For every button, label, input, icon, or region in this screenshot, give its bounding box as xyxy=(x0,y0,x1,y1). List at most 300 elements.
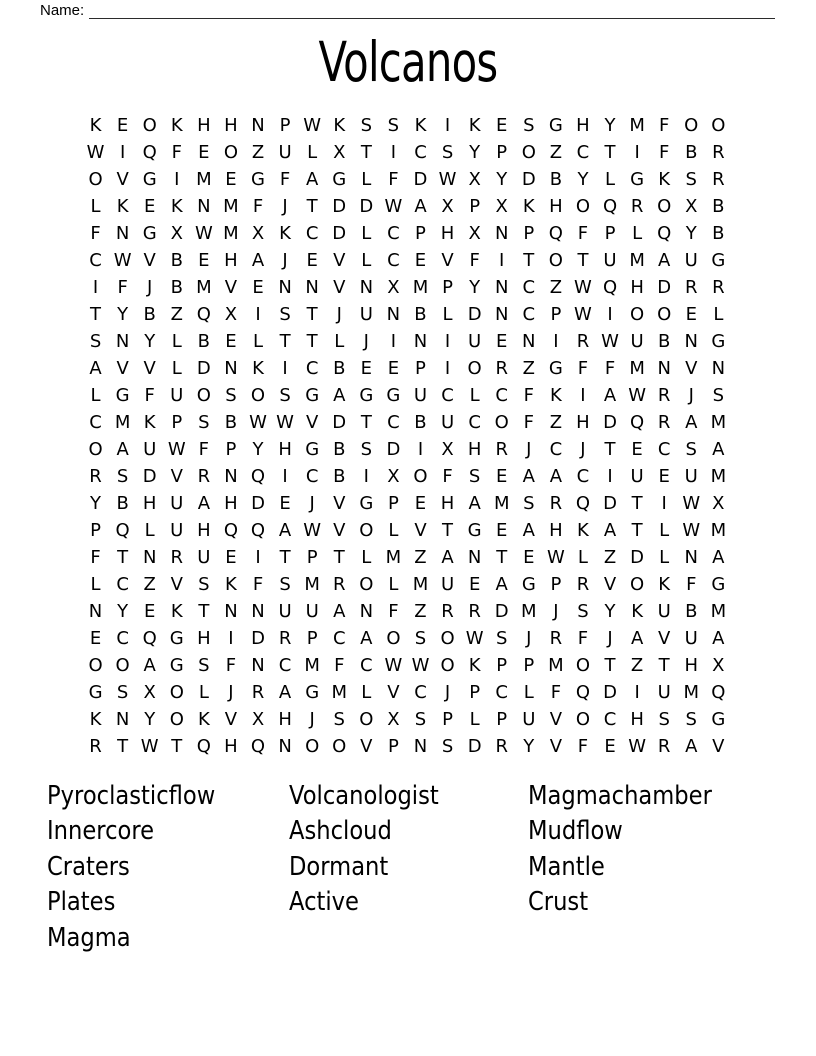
grid-letter: K xyxy=(197,709,210,730)
grid-letter: W xyxy=(384,655,403,676)
grid-letter: V xyxy=(712,736,725,757)
grid-letter: X xyxy=(251,223,265,244)
grid-letter: B xyxy=(333,466,346,487)
grid-letter: Y xyxy=(144,331,156,352)
grid-letter: E xyxy=(496,520,508,541)
grid-letter: Q xyxy=(250,520,266,541)
grid-letter: Q xyxy=(711,682,726,703)
grid-letter: M xyxy=(304,655,320,676)
grid-letter: J xyxy=(526,439,532,460)
grid-letter: I xyxy=(634,682,640,703)
grid-letter: C xyxy=(116,628,129,649)
grid-letter: E xyxy=(198,142,210,163)
grid-letter: G xyxy=(548,115,563,136)
grid-letter: U xyxy=(468,331,482,352)
grid-letter: K xyxy=(89,115,102,136)
grid-letter: Q xyxy=(223,520,239,541)
grid-letter: H xyxy=(224,493,238,514)
grid-letter: C xyxy=(576,466,590,487)
grid-letter: W xyxy=(628,736,646,757)
grid-letter: T xyxy=(631,520,643,541)
grid-letter: N xyxy=(413,736,428,757)
grid-letter: C xyxy=(387,412,400,433)
grid-letter: F xyxy=(577,223,589,244)
grid-letter: X xyxy=(468,223,481,244)
grid-letter: C xyxy=(522,277,536,298)
grid-letter: H xyxy=(224,736,238,757)
grid-letter: S xyxy=(468,466,481,487)
grid-letter: N xyxy=(278,736,292,757)
grid-letter: N xyxy=(251,601,265,622)
grid-letter: A xyxy=(712,547,725,568)
grid-letter: A xyxy=(197,493,211,514)
grid-letter: I xyxy=(390,331,397,352)
grid-letter: D xyxy=(386,439,401,460)
grid-letter: V xyxy=(360,736,373,757)
grid-letter: K xyxy=(252,358,264,379)
grid-letter: G xyxy=(251,169,265,190)
grid-letter: K xyxy=(549,385,562,406)
grid-letter: W xyxy=(140,736,159,757)
grid-row xyxy=(82,679,732,706)
grid-letter: E xyxy=(604,736,616,757)
word-list xyxy=(47,779,777,956)
grid-letter: A xyxy=(306,169,319,190)
grid-letter: O xyxy=(630,304,645,325)
grid-letter: I xyxy=(417,439,424,460)
grid-letter: B xyxy=(658,331,671,352)
grid-letter: H xyxy=(197,520,211,541)
grid-letter: T xyxy=(306,196,318,217)
grid-letter: L xyxy=(361,169,372,190)
grid-letter: U xyxy=(197,547,211,568)
grid-letter: M xyxy=(196,169,212,190)
grid-letter: T xyxy=(604,655,616,676)
grid-letter: R xyxy=(89,736,102,757)
grid-letter: L xyxy=(388,520,399,541)
grid-letter: X xyxy=(495,196,508,217)
grid-letter: D xyxy=(196,358,211,379)
grid-letter: H xyxy=(224,250,238,271)
grid-letter: Y xyxy=(604,115,616,136)
grid-letter: K xyxy=(658,574,671,595)
grid-letter: A xyxy=(333,385,346,406)
grid-letter: T xyxy=(198,601,210,622)
grid-letter: N xyxy=(88,601,103,622)
grid-letter: C xyxy=(305,358,319,379)
grid-letter: T xyxy=(658,655,670,676)
grid-letter: P xyxy=(496,709,508,730)
grid-letter: T xyxy=(523,250,535,271)
grid-letter: U xyxy=(359,304,373,325)
grid-letter: A xyxy=(522,466,535,487)
grid-letter: M xyxy=(223,223,239,244)
grid-letter: K xyxy=(577,520,589,541)
grid-row xyxy=(82,625,732,652)
grid-letter: E xyxy=(414,493,427,514)
grid-letter: O xyxy=(88,169,103,190)
grid-letter: H xyxy=(440,223,455,244)
grid-letter: O xyxy=(575,655,591,676)
grid-letter: A xyxy=(414,196,427,217)
grid-letter: W xyxy=(113,250,132,271)
grid-letter: N xyxy=(494,304,509,325)
grid-letter: R xyxy=(685,277,698,298)
grid-letter: T xyxy=(631,493,643,514)
grid-letter: N xyxy=(711,358,726,379)
grid-letter: W xyxy=(465,628,484,649)
grid-letter: A xyxy=(603,520,617,541)
grid-letter: J xyxy=(228,682,234,703)
grid-letter: C xyxy=(576,142,590,163)
word-item: Plates xyxy=(47,887,116,918)
grid-letter: V xyxy=(549,709,563,730)
grid-letter: E xyxy=(360,358,372,379)
grid-letter: U xyxy=(657,682,671,703)
grid-letter: L xyxy=(388,574,399,595)
grid-letter: V xyxy=(549,736,563,757)
grid-letter: G xyxy=(88,682,103,703)
grid-letter: H xyxy=(684,655,699,676)
grid-letter: W xyxy=(249,412,267,433)
grid-letter: X xyxy=(333,142,346,163)
grid-letter: F xyxy=(577,736,589,757)
grid-letter: G xyxy=(548,358,563,379)
grid-letter: L xyxy=(307,142,318,163)
grid-letter: W xyxy=(682,493,701,514)
grid-letter: V xyxy=(143,250,156,271)
grid-letter: V xyxy=(170,466,183,487)
grid-letter: O xyxy=(142,115,157,136)
grid-letter: E xyxy=(685,304,697,325)
grid-letter: H xyxy=(224,115,238,136)
grid-letter: L xyxy=(361,547,372,568)
grid-letter: I xyxy=(390,142,397,163)
grid-letter: L xyxy=(632,223,643,244)
grid-letter: X xyxy=(387,277,400,298)
grid-letter: X xyxy=(441,196,454,217)
grid-letter: X xyxy=(387,709,400,730)
grid-letter: A xyxy=(333,601,346,622)
grid-letter: O xyxy=(657,196,672,217)
grid-letter: G xyxy=(169,628,184,649)
grid-letter: S xyxy=(523,493,535,514)
grid-letter: R xyxy=(468,601,481,622)
grid-letter: F xyxy=(659,142,670,163)
word-item: Mudflow xyxy=(528,816,623,847)
grid-letter: P xyxy=(550,304,562,325)
grid-letter: A xyxy=(712,439,725,460)
grid-letter: C xyxy=(468,412,481,433)
word-list-column xyxy=(289,779,528,921)
grid-letter: I xyxy=(119,142,126,163)
grid-letter: A xyxy=(522,520,535,541)
grid-letter: F xyxy=(388,601,399,622)
grid-letter: V xyxy=(143,358,156,379)
grid-letter: I xyxy=(174,169,180,190)
grid-letter: F xyxy=(577,628,589,649)
grid-letter: K xyxy=(225,574,237,595)
grid-letter: D xyxy=(142,466,157,487)
grid-letter: C xyxy=(360,655,373,676)
grid-letter: W xyxy=(276,412,294,433)
grid-letter: V xyxy=(224,709,238,730)
grid-letter: T xyxy=(279,331,291,352)
grid-letter: F xyxy=(252,196,264,217)
grid-letter: P xyxy=(415,358,426,379)
grid-letter: N xyxy=(251,115,265,136)
grid-letter: C xyxy=(495,682,508,703)
grid-letter: N xyxy=(684,547,698,568)
grid-letter: P xyxy=(225,439,237,460)
grid-letter: S xyxy=(333,709,345,730)
grid-row xyxy=(82,598,732,625)
grid-letter: S xyxy=(116,682,129,703)
word-item: Dormant xyxy=(289,851,389,882)
grid-letter: A xyxy=(89,358,102,379)
grid-letter: L xyxy=(469,709,480,730)
grid-letter: H xyxy=(197,115,211,136)
grid-letter: U xyxy=(278,142,292,163)
grid-letter: D xyxy=(657,277,672,298)
grid-letter: V xyxy=(603,574,617,595)
grid-letter: Y xyxy=(252,439,264,460)
grid-letter: L xyxy=(605,169,616,190)
grid-letter: G xyxy=(142,223,157,244)
grid-letter: R xyxy=(657,385,671,406)
grid-letter: B xyxy=(116,493,129,514)
grid-letter: H xyxy=(576,115,590,136)
grid-row xyxy=(82,301,732,328)
grid-letter: O xyxy=(359,709,374,730)
grid-letter: S xyxy=(360,439,373,460)
grid-letter: E xyxy=(414,250,427,271)
grid-letter: Z xyxy=(630,655,644,676)
grid-letter: W xyxy=(546,547,565,568)
grid-letter: Q xyxy=(250,736,266,757)
grid-letter: F xyxy=(550,682,562,703)
grid-letter: O xyxy=(196,385,211,406)
grid-letter: S xyxy=(279,304,291,325)
grid-letter: F xyxy=(442,466,453,487)
grid-letter: L xyxy=(361,682,372,703)
grid-letter: C xyxy=(305,223,319,244)
grid-letter: I xyxy=(553,331,559,352)
grid-letter: M xyxy=(223,196,239,217)
grid-letter: S xyxy=(685,169,697,190)
grid-letter: W xyxy=(167,439,186,460)
grid-letter: X xyxy=(143,682,156,703)
grid-letter: K xyxy=(414,115,427,136)
grid-letter: U xyxy=(657,601,671,622)
grid-letter: M xyxy=(683,682,700,703)
grid-letter: L xyxy=(198,682,209,703)
grid-letter: N xyxy=(494,277,509,298)
grid-letter: P xyxy=(550,574,562,595)
grid-letter: F xyxy=(90,223,101,244)
grid-letter: V xyxy=(685,358,698,379)
grid-letter: W xyxy=(574,304,592,325)
grid-letter: F xyxy=(144,385,155,406)
grid-letter: J xyxy=(607,628,613,649)
grid-letter: B xyxy=(549,169,563,190)
grid-letter: C xyxy=(332,628,346,649)
grid-letter: L xyxy=(90,385,101,406)
grid-letter: V xyxy=(414,520,427,541)
grid-letter: F xyxy=(279,169,291,190)
grid-letter: Q xyxy=(602,277,618,298)
grid-letter: F xyxy=(388,169,399,190)
grid-letter: W xyxy=(438,169,457,190)
grid-letter: H xyxy=(278,709,292,730)
grid-letter: Z xyxy=(549,277,563,298)
grid-letter: C xyxy=(387,250,400,271)
grid-letter: I xyxy=(634,142,640,163)
grid-letter: U xyxy=(143,439,157,460)
grid-letter: D xyxy=(494,601,509,622)
grid-letter: A xyxy=(549,466,563,487)
grid-letter: D xyxy=(467,736,482,757)
grid-letter: Q xyxy=(196,736,211,757)
grid-letter: P xyxy=(523,223,535,244)
grid-letter: B xyxy=(685,601,698,622)
grid-row xyxy=(82,247,732,274)
grid-letter: I xyxy=(661,493,667,514)
grid-letter: D xyxy=(603,682,617,703)
grid-letter: I xyxy=(499,250,505,271)
grid-letter: B xyxy=(712,196,725,217)
grid-letter: J xyxy=(147,277,153,298)
grid-letter: P xyxy=(523,655,535,676)
word-item: Craters xyxy=(47,851,130,882)
grid-letter: G xyxy=(711,574,726,595)
grid-letter: X xyxy=(468,169,481,190)
grid-letter: N xyxy=(115,709,130,730)
grid-letter: P xyxy=(415,223,426,244)
grid-letter: C xyxy=(305,466,319,487)
grid-letter: A xyxy=(251,250,265,271)
grid-letter: O xyxy=(657,304,672,325)
grid-letter: R xyxy=(576,331,590,352)
grid-letter: C xyxy=(414,142,427,163)
grid-letter: A xyxy=(468,493,481,514)
word-item: Pyroclasticflow xyxy=(47,781,216,811)
grid-letter: B xyxy=(685,142,698,163)
grid-letter: O xyxy=(359,574,374,595)
grid-letter: J xyxy=(526,628,532,649)
grid-letter: A xyxy=(630,628,644,649)
grid-letter: T xyxy=(360,412,372,433)
grid-letter: S xyxy=(685,439,697,460)
grid-letter: H xyxy=(549,520,563,541)
grid-letter: T xyxy=(496,547,508,568)
grid-letter: O xyxy=(440,655,455,676)
grid-letter: K xyxy=(279,223,291,244)
grid-letter: Z xyxy=(549,412,563,433)
grid-letter: G xyxy=(386,385,401,406)
grid-letter: T xyxy=(577,250,589,271)
grid-letter: S xyxy=(577,601,589,622)
grid-letter: U xyxy=(440,412,455,433)
grid-letter: U xyxy=(603,250,617,271)
grid-letter: Z xyxy=(414,547,427,568)
grid-letter: I xyxy=(92,277,99,298)
grid-letter: S xyxy=(414,628,427,649)
grid-letter: J xyxy=(336,304,342,325)
grid-letter: R xyxy=(657,736,671,757)
grid-letter: S xyxy=(658,709,670,730)
grid-letter: M xyxy=(629,250,645,271)
grid-letter: L xyxy=(659,547,670,568)
grid-letter: U xyxy=(522,709,536,730)
grid-letter: I xyxy=(607,466,613,487)
grid-letter: V xyxy=(116,358,129,379)
grid-row xyxy=(82,733,732,760)
grid-letter: S xyxy=(279,574,291,595)
grid-letter: O xyxy=(575,196,591,217)
grid-letter: S xyxy=(387,115,400,136)
grid-letter: P xyxy=(442,277,453,298)
grid-letter: O xyxy=(467,358,482,379)
grid-letter: I xyxy=(607,304,613,325)
grid-letter: P xyxy=(387,736,399,757)
grid-letter: O xyxy=(440,628,455,649)
grid-row xyxy=(82,571,732,598)
grid-letter: S xyxy=(198,655,210,676)
grid-letter: R xyxy=(549,493,563,514)
grid-letter: Z xyxy=(522,358,535,379)
grid-letter: F xyxy=(171,142,182,163)
grid-letter: I xyxy=(282,466,288,487)
grid-letter: L xyxy=(171,358,182,379)
grid-letter: X xyxy=(712,655,725,676)
grid-letter: C xyxy=(278,655,292,676)
grid-letter: M xyxy=(331,682,347,703)
grid-row xyxy=(82,193,732,220)
grid-letter: E xyxy=(387,358,400,379)
grid-letter: V xyxy=(387,682,400,703)
grid-letter: K xyxy=(333,115,346,136)
grid-letter: C xyxy=(549,439,563,460)
grid-letter: R xyxy=(576,574,590,595)
grid-letter: K xyxy=(658,169,671,190)
grid-letter: W xyxy=(384,196,403,217)
grid-letter: E xyxy=(225,331,237,352)
grid-letter: V xyxy=(333,277,346,298)
grid-letter: G xyxy=(169,655,184,676)
grid-letter: M xyxy=(385,547,402,568)
grid-letter: H xyxy=(278,439,292,460)
grid-letter: N xyxy=(467,547,482,568)
grid-letter: D xyxy=(251,628,265,649)
grid-letter: F xyxy=(198,439,210,460)
grid-letter: Q xyxy=(115,520,130,541)
grid-letter: L xyxy=(361,250,372,271)
grid-letter: D xyxy=(332,196,347,217)
grid-letter: O xyxy=(88,439,103,460)
grid-letter: E xyxy=(658,466,670,487)
grid-letter: I xyxy=(444,358,451,379)
grid-letter: Q xyxy=(575,493,591,514)
grid-letter: N xyxy=(224,358,238,379)
grid-letter: S xyxy=(685,709,697,730)
word-item: Active xyxy=(289,887,359,918)
grid-letter: M xyxy=(196,277,212,298)
grid-letter: Y xyxy=(117,304,129,325)
grid-letter: E xyxy=(631,439,643,460)
grid-letter: X xyxy=(170,223,183,244)
grid-letter: S xyxy=(198,412,210,433)
